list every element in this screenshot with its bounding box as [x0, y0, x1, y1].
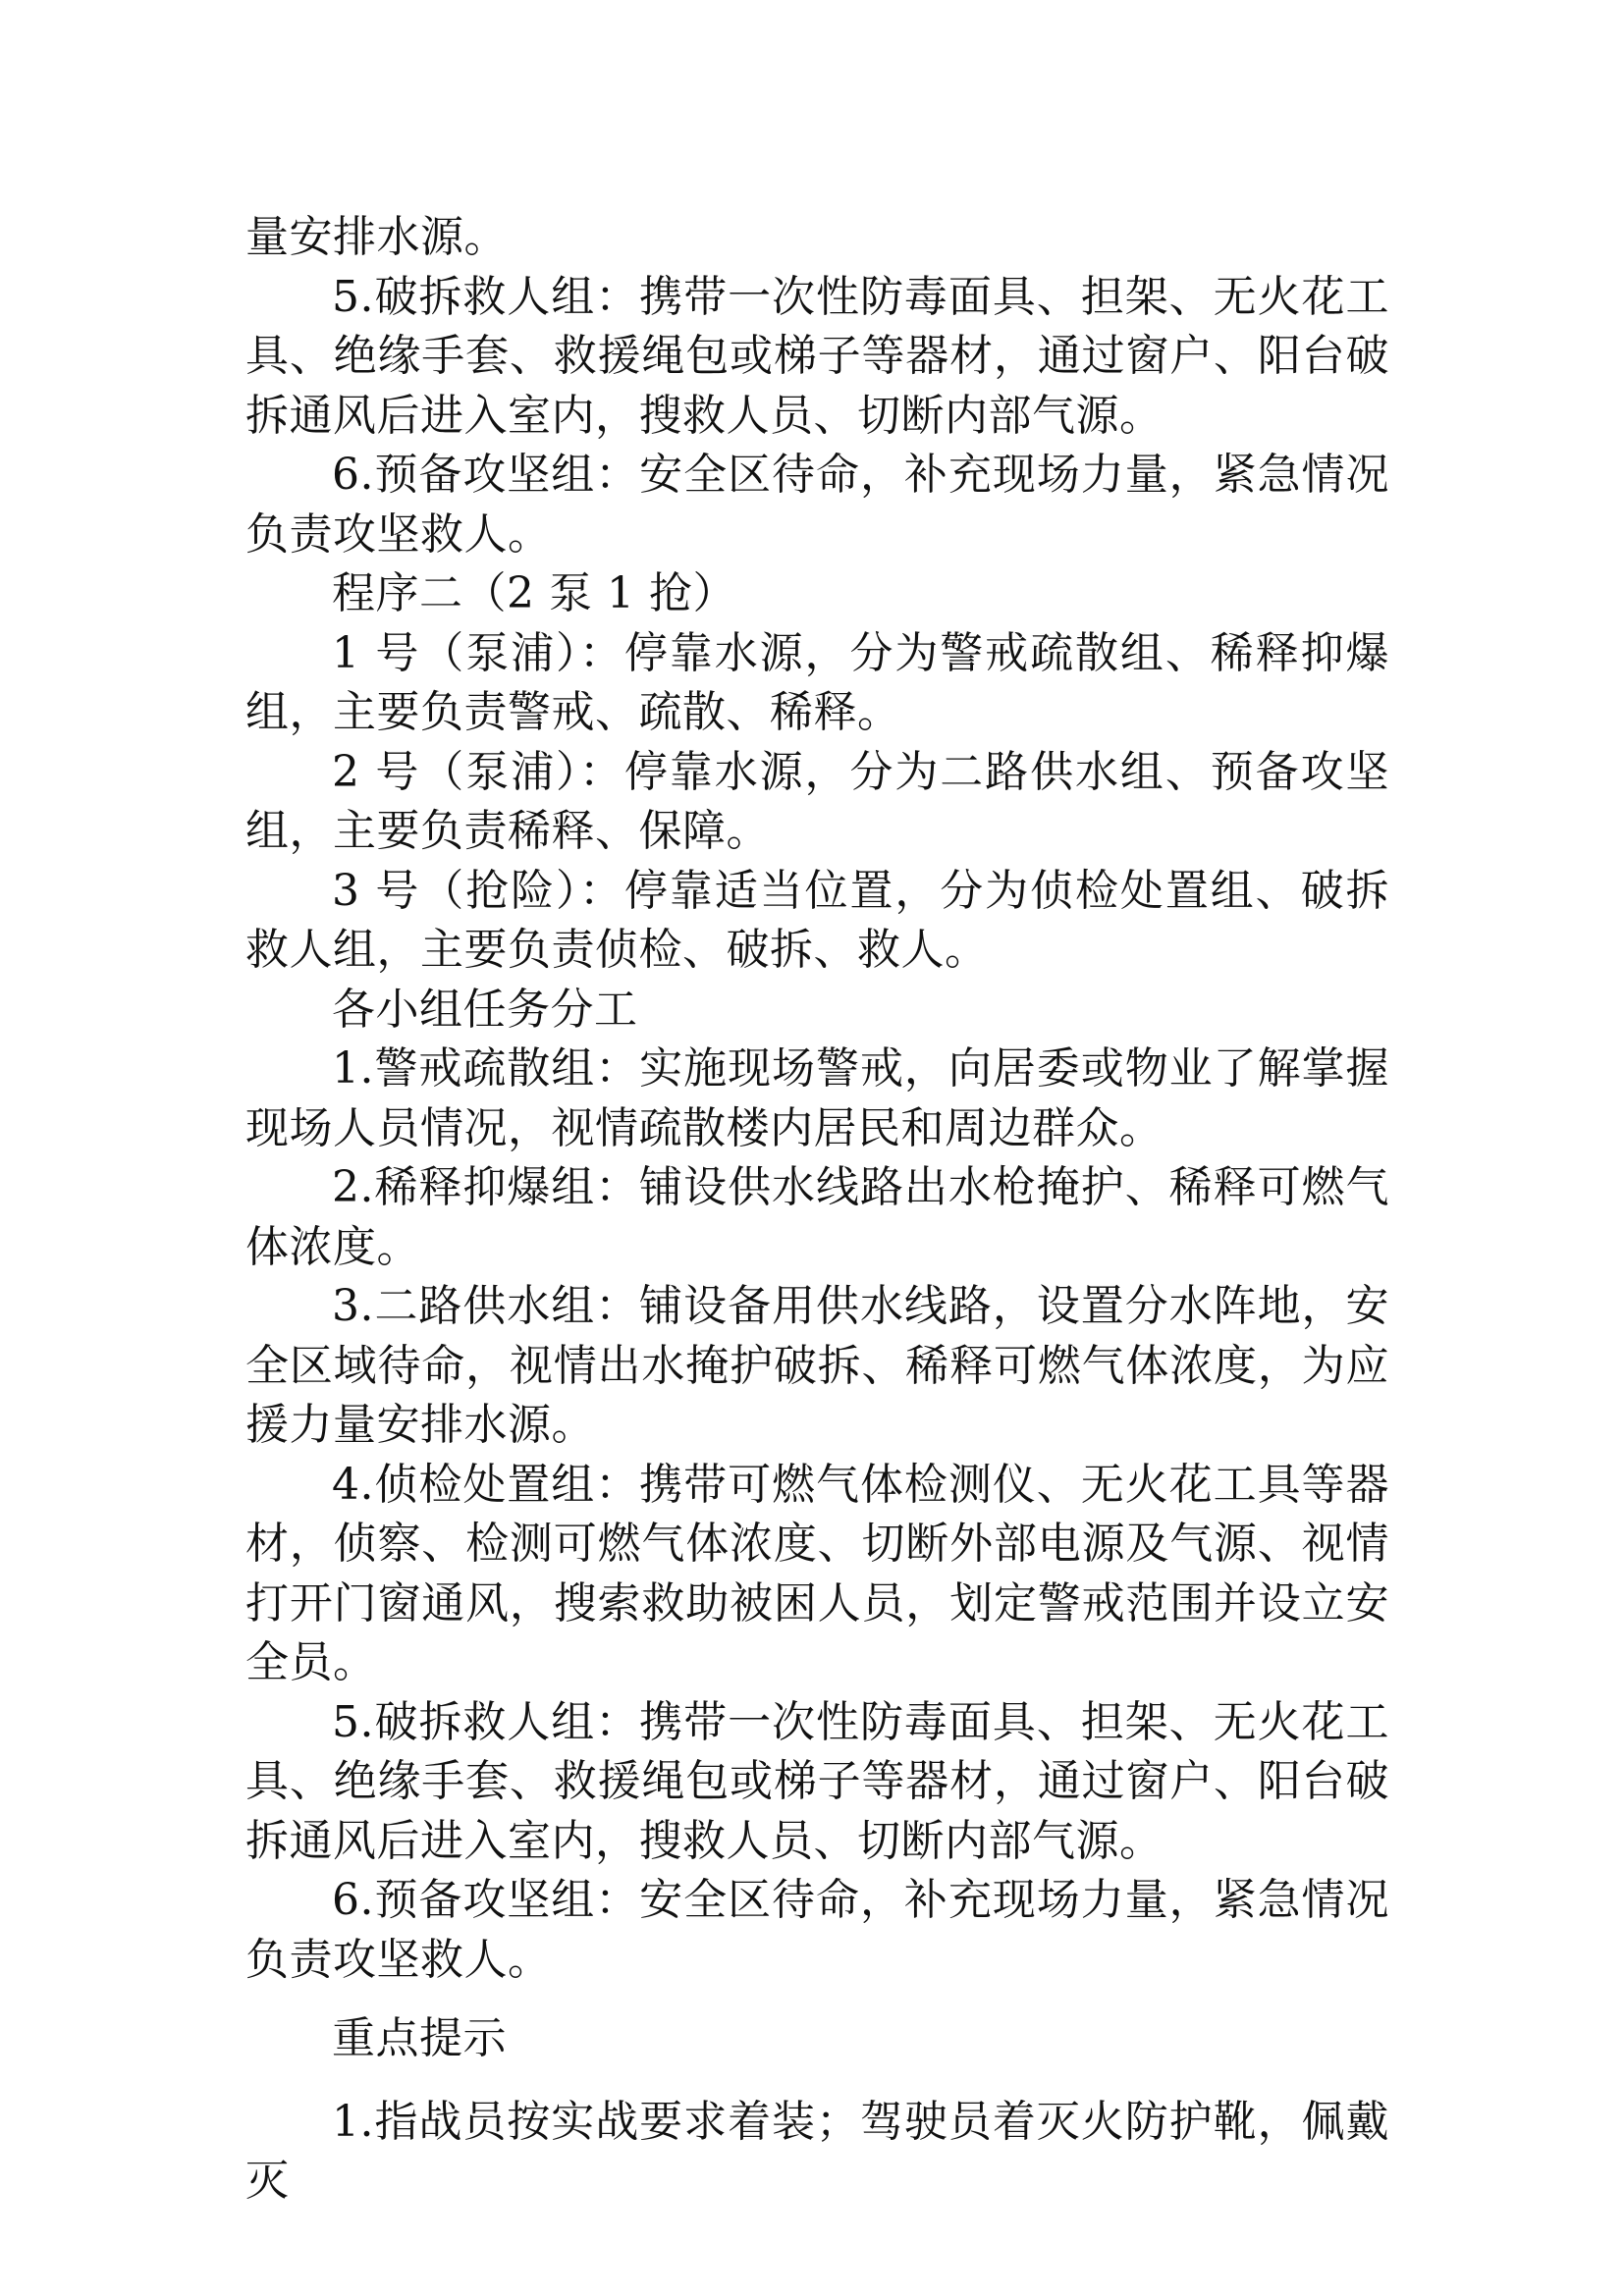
paragraph-cordon-evacuation-group: 1.警戒疏散组：实施现场警戒，向居委或物业了解掌握现场人员情况，视情疏散楼内居民和周边群众。: [245, 1043, 1389, 1153]
paragraph-key-note-1: 1.指战员按实战要求着装；驾驶员着灭火防护靴，佩戴灭: [245, 2096, 1389, 2206]
paragraph-vehicle-1: 1 号（泵浦）：停靠水源，分为警戒疏散组、稀释抑爆组，主要负责警戒、疏散、稀释。: [245, 627, 1389, 737]
paragraph-dilution-suppression-group: 2.稀释抑爆组：铺设供水线路出水枪掩护、稀释可燃气体浓度。: [245, 1162, 1389, 1272]
section-heading-group-tasks: 各小组任务分工: [332, 984, 638, 1035]
paragraph-vehicle-2: 2 号（泵浦）：停靠水源，分为二路供水组、预备攻坚组，主要负责稀释、保障。: [245, 746, 1389, 856]
paragraph-reserve-assault-group: 6.预备攻坚组：安全区待命，补充现场力量，紧急情况负责攻坚救人。: [245, 450, 1389, 560]
paragraph-reserve-assault-group-2: 6.预备攻坚组：安全区待命，补充现场力量，紧急情况负责攻坚救人。: [245, 1875, 1389, 1985]
paragraph-continuation: 量安排水源。: [245, 212, 508, 262]
section-heading-key-notes: 重点提示: [332, 2013, 507, 2063]
document-body: [245, 208, 1389, 2212]
paragraph-secondary-water-supply-group: 3.二路供水组：铺设备用供水线路，设置分水阵地，安全区域待命，视情出水掩护破拆、稀释可燃气体浓度，为应援力量安排水源。: [245, 1281, 1389, 1450]
paragraph-demolition-rescue-group: 5.破拆救人组：携带一次性防毒面具、担架、无火花工具、绝缘手套、救援绳包或梯子等器材，通过窗户、阳台破拆通风后进入室内，搜救人员、切断内部气源。: [245, 271, 1389, 441]
section-heading-procedure-two: 程序二（2 泵 1 抢）: [332, 568, 736, 618]
paragraph-detection-handling-group: 4.侦检处置组：携带可燃气体检测仪、无火花工具等器材，侦察、检测可燃气体浓度、切断外部电源及气源、视情打开门窗通风，搜索救助被困人员，划定警戒范围并设立安全员。: [245, 1459, 1389, 1687]
paragraph-vehicle-3: 3 号（抢险）：停靠适当位置，分为侦检处置组、破拆救人组，主要负责侦检、破拆、救人。: [245, 865, 1389, 975]
paragraph-demolition-rescue-group-2: 5.破拆救人组：携带一次性防毒面具、担架、无火花工具、绝缘手套、救援绳包或梯子等器材，通过窗户、阳台破拆通风后进入室内，搜救人员、切断内部气源。: [245, 1696, 1389, 1866]
